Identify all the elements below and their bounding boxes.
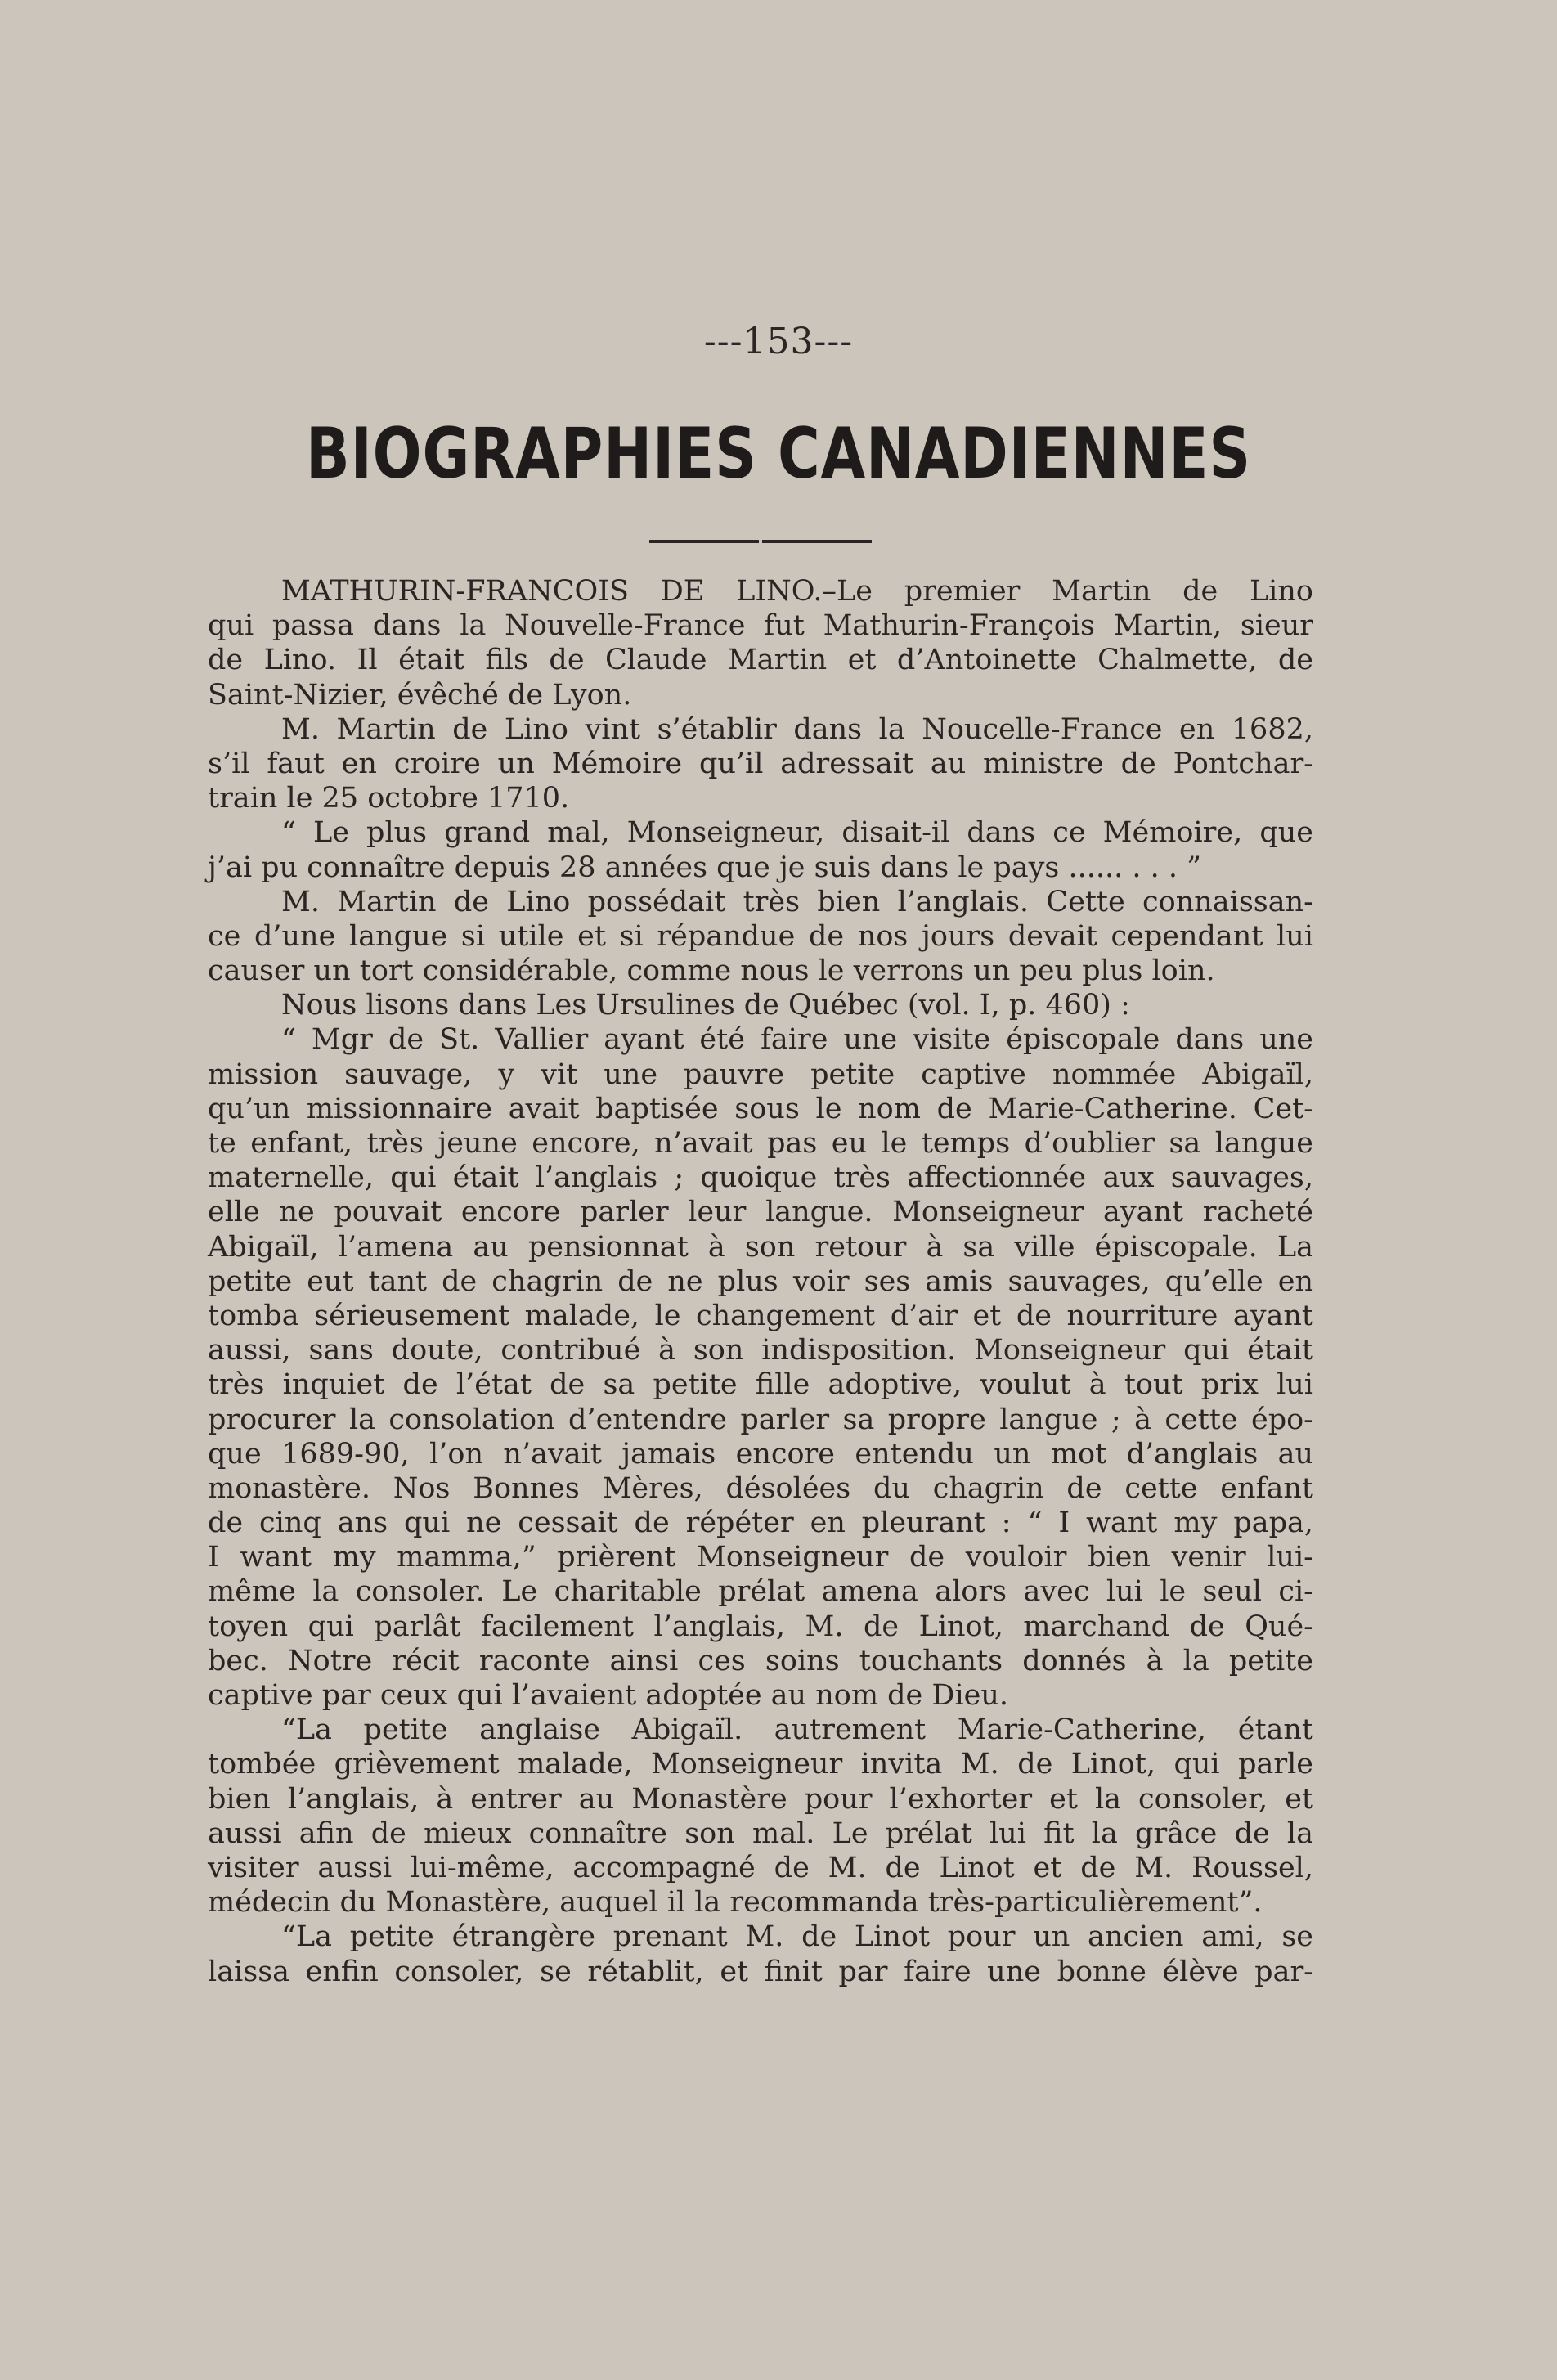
text-line: toyen qui parlât facilement l’anglais, M. de Linot, marchand de Qué- bbox=[208, 1610, 1313, 1643]
text-line: que 1689-90, l’on n’avait jamais encore entendu un mot d’anglais au bbox=[208, 1437, 1313, 1471]
text-line: “La petite étrangère prenant M. de Linot pour un ancien ami, se bbox=[281, 1920, 1313, 1954]
text-line: “ Le plus grand mal, Monseigneur, disait-il dans ce Mémoire, que bbox=[281, 816, 1313, 850]
text-line: tomba sérieusement malade, le changement d’air et de nourriture ayant bbox=[208, 1299, 1313, 1332]
text-line: très inquiet de l’état de sa petite fille adoptive, voulut à tout prix lui bbox=[208, 1368, 1313, 1402]
text-line: MATHURIN-FRANCOIS DE LINO.–Le premier Martin de Lino bbox=[281, 575, 1313, 608]
text-line: captive par ceux qui l’avaient adoptée au nom de Dieu. bbox=[208, 1679, 1009, 1712]
text-line: qu’un missionnaire avait baptisée sous le nom de Marie-Catherine. Cet- bbox=[208, 1092, 1313, 1125]
text-line: bec. Notre récit raconte ainsi ces soins touchants donnés à la petite bbox=[208, 1644, 1313, 1677]
text-line: “ Mgr de St. Vallier ayant été faire une visite épiscopale dans une bbox=[281, 1023, 1313, 1057]
text-line: de Lino. Il était fils de Claude Martin et d’Antoinette Chalmette, de bbox=[208, 644, 1313, 677]
text-line: elle ne pouvait encore parler leur langue. Monseigneur ayant racheté bbox=[208, 1196, 1313, 1229]
text-line: bien l’anglais, à entrer au Monastère pour l’exhorter et la consoler, et bbox=[208, 1782, 1313, 1816]
body-text bbox=[208, 574, 1313, 1989]
text-line: de cinq ans qui ne cessait de répéter en pleurant : “ I want my papa, bbox=[208, 1507, 1313, 1540]
page-title: BIOGRAPHIES CANADIENNES bbox=[306, 413, 1251, 495]
text-line: train le 25 octobre 1710. bbox=[208, 782, 570, 815]
text-line: procurer la consolation d’entendre parler sa propre langue ; à cette épo- bbox=[208, 1403, 1313, 1436]
text-line: monastère. Nos Bonnes Mères, désolées du chagrin de cette enfant bbox=[208, 1471, 1313, 1505]
text-line: visiter aussi lui-même, accompagné de M. de Linot et de M. Roussel, bbox=[208, 1851, 1313, 1884]
text-line: Nous lisons dans Les Ursulines de Québec (vol. I, p. 460) : bbox=[281, 989, 1130, 1022]
text-line: s’il faut en croire un Mémoire qu’il adressait au ministre de Pontchar- bbox=[208, 747, 1313, 780]
text-line: mission sauvage, y vit une pauvre petite captive nommée Abigaïl, bbox=[208, 1058, 1313, 1091]
text-line: j’ai pu connaître depuis 28 années que je suis dans le pays ...... . . . ” bbox=[208, 851, 1202, 884]
text-line: même la consoler. Le charitable prélat amena alors avec lui le seul ci- bbox=[208, 1575, 1313, 1609]
text-line: te enfant, très jeune encore, n’avait pas eu le temps d’oublier sa langue bbox=[208, 1127, 1313, 1160]
text-line: tombée grièvement malade, Monseigneur invita M. de Linot, qui parle bbox=[208, 1748, 1313, 1781]
text-line: I want my mamma,” prièrent Monseigneur de vouloir bien venir lui- bbox=[208, 1541, 1313, 1574]
text-line: M. Martin de Lino possédait très bien l’anglais. Cette connaissan- bbox=[281, 885, 1313, 918]
title-divider bbox=[649, 540, 872, 543]
page-number: ---153--- bbox=[703, 321, 854, 362]
text-line: maternelle, qui était l’anglais ; quoique très affectionnée aux sauvages, bbox=[208, 1161, 1313, 1195]
text-line: médecin du Monastère, auquel il la recommanda très-particulièrement”. bbox=[208, 1886, 1263, 1920]
text-line: laissa enfin consoler, se rétablit, et finit par faire une bonne élève par- bbox=[208, 1955, 1313, 1988]
text-line: Saint-Nizier, évêché de Lyon. bbox=[208, 678, 632, 712]
text-line: M. Martin de Lino vint s’établir dans la Noucelle-France en 1682, bbox=[281, 712, 1313, 746]
text-line: Abigaïl, l’amena au pensionnat à son retour à sa ville épiscopale. La bbox=[208, 1230, 1313, 1264]
text-line: aussi, sans doute, contribué à son indisposition. Monseigneur qui était bbox=[208, 1334, 1313, 1367]
text-line: petite eut tant de chagrin de ne plus voir ses amis sauvages, qu’elle en bbox=[208, 1264, 1313, 1298]
text-line: qui passa dans la Nouvelle-France fut Mathurin-François Martin, sieur bbox=[208, 609, 1313, 643]
text-line: causer un tort considérable, comme nous le verrons un peu plus loin. bbox=[208, 954, 1215, 988]
text-line: “La petite anglaise Abigaïl. autrement Marie-Catherine, étant bbox=[281, 1713, 1313, 1747]
text-line: aussi afin de mieux connaître son mal. Le prélat lui fit la grâce de la bbox=[208, 1816, 1313, 1850]
text-line: ce d’une langue si utile et si répandue de nos jours devait cependant lui bbox=[208, 919, 1313, 953]
